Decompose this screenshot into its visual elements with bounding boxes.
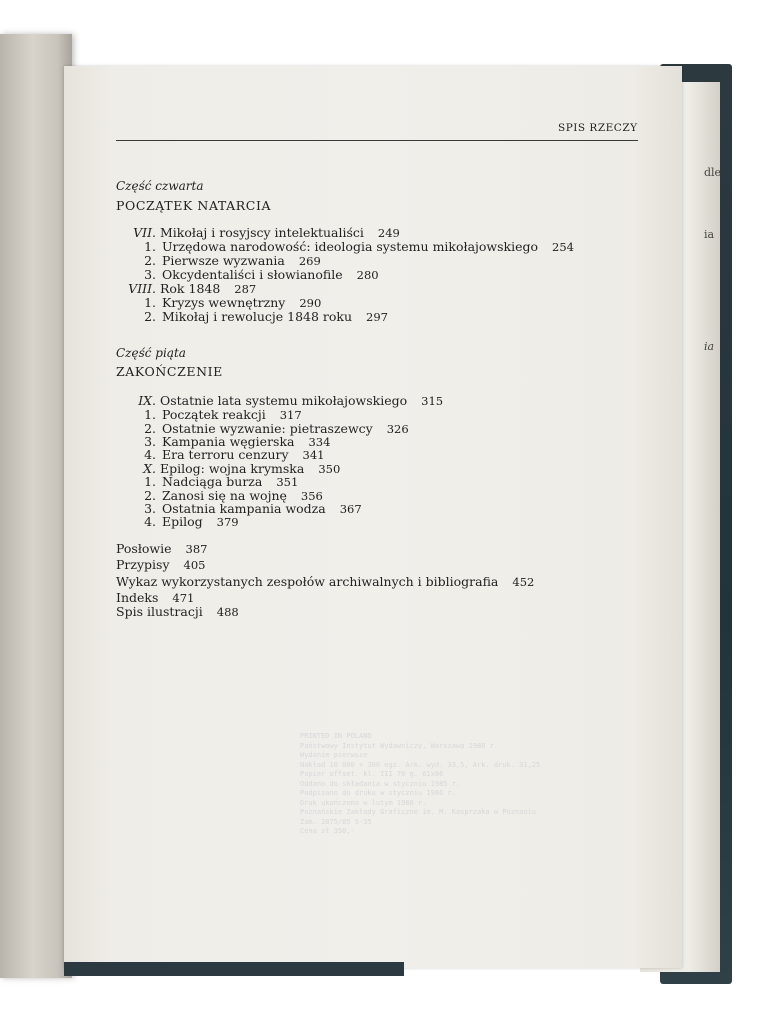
entry-title: Posłowie [116,541,172,556]
entry-title: Indeks [116,590,159,605]
section-number: 3. [144,501,156,516]
header-rule [116,140,638,141]
chapter-number: IX. [138,393,156,408]
page-number: 290 [299,296,322,310]
section-entry [116,268,379,282]
part-label: Część czwarta [116,179,204,193]
part-label: Część piąta [116,346,186,360]
section-title: Początek reakcji [162,407,266,422]
imprint-line: Oddano do składania w styczniu 1985 r. [300,779,461,788]
page-number: 326 [386,422,409,436]
page-number: 334 [308,435,331,449]
page-number: 488 [216,605,239,619]
imprint-line: Druk ukończono w lutym 1986 r. [300,798,427,807]
chapter-entry [116,394,443,408]
page-number: 315 [421,394,444,408]
section-number: 1. [144,239,156,254]
cover-bottom-edge [64,962,404,976]
section-number: 2. [144,253,156,268]
section-number: 2. [144,309,156,324]
page-number: 317 [279,408,302,422]
section-entry [116,240,574,254]
section-number: 1. [144,474,156,489]
section-title: Epilog [162,514,203,529]
page-number: 350 [318,462,341,476]
page-fragment: dle [704,166,722,179]
part-title: ZAKOŃCZENIE [116,364,223,379]
section-title: Okcydentaliści i słowianofile [162,267,343,282]
page-number: 280 [356,268,379,282]
page-number: 379 [216,515,239,529]
entry-title: Przypisy [116,557,170,572]
page-number: 249 [377,226,400,240]
section-number: 1. [144,407,156,422]
back-matter-entry [116,591,194,605]
section-number: 1. [144,295,156,310]
page-number: 287 [234,282,257,296]
entry-title: Wykaz wykorzystanych zespołów archiwalnych i bibliografia [116,574,499,589]
chapter-number: VIII. [128,281,156,296]
chapter-title: Ostatnie lata systemu mikołajowskiego [160,393,408,408]
page-number: 471 [172,591,195,605]
imprint-line: Cena zł 350,- [300,827,355,835]
chapter-title: Mikołaj i rosyjscy intelektualiści [160,225,364,240]
page-number: 387 [185,542,208,556]
section-number: 3. [144,267,156,282]
imprint-line: Wydanie pierwsze [300,751,368,759]
back-matter-entry [116,575,534,589]
section-entry [116,254,321,268]
section-entry [116,475,298,489]
chapter-number: VII. [133,225,156,240]
imprint-line: PRINTED IN POLAND [300,732,372,740]
section-title: Kryzys wewnętrzny [162,295,286,310]
section-title: Era terroru cenzury [162,447,289,462]
imprint-line: Papier offset. kl. III 70 g. 61x86 [300,770,444,778]
running-header: SPIS RZECZY [558,122,638,134]
section-title: Ostatnie wyzwanie: pietraszewcy [162,421,373,436]
imprint-line: Zam. 2075/85 S-35 [300,817,372,826]
page-number: 297 [366,310,388,324]
imprint-line: Nakład 10 000 + 300 egz. Ark. wyd. 33,5, Ark. druk. 31,25 [300,760,541,769]
page-number: 269 [298,254,321,268]
imprint-line: Państwowy Instytut Wydawniczy, Warszawa 1986 r. [300,741,499,750]
section-title: Mikołaj i rewolucje 1848 roku [162,309,353,324]
section-title: Pierwsze wyzwania [162,253,285,268]
left-page-edge [0,34,72,978]
page-number: 367 [339,502,362,516]
section-title: Nadciąga burza [162,474,263,489]
imprint-line: Podpisano do druku w styczniu 1986 r. [300,789,456,797]
section-entry [116,408,302,422]
chapter-title: Rok 1848 [160,281,221,296]
back-matter-entry [116,542,207,556]
section-entry [116,515,239,529]
section-number: 4. [144,447,156,462]
page-number: 254 [552,240,574,254]
page-number: 351 [276,475,299,489]
chapter-number: X. [143,461,156,476]
section-number: 2. [144,488,156,503]
page-number: 452 [512,575,535,589]
section-title: Kampania węgierska [162,434,295,449]
chapter-entry [116,226,400,240]
section-title: Ostatnia kampania wodza [162,501,326,516]
section-title: Zanosi się na wojnę [162,488,287,503]
part-title: POCZĄTEK NATARCIA [116,198,272,213]
back-matter-entry [116,558,205,572]
section-number: 2. [144,421,156,436]
section-entry [116,296,321,310]
section-number: 4. [144,514,156,529]
chapter-title: Epilog: wojna krymska [160,461,305,476]
page-number: 356 [300,489,323,503]
page-number: 341 [302,448,325,462]
page-number: 405 [183,558,206,572]
section-number: 3. [144,434,156,449]
back-matter-entry [116,605,239,619]
section-entry [116,310,388,324]
page-fragment: ia [704,228,715,241]
entry-title: Spis ilustracji [116,604,203,619]
show-through-imprint [300,732,620,837]
section-title: Urzędowa narodowość: ideologia systemu mikołajowskiego [162,239,539,254]
imprint-line: Poznańskie Zakłady Graficzne im. M. Kasprzaka w Poznaniu [300,808,537,816]
section-entry [116,448,325,462]
chapter-entry [116,282,256,296]
page-fragment: ia [704,340,715,353]
